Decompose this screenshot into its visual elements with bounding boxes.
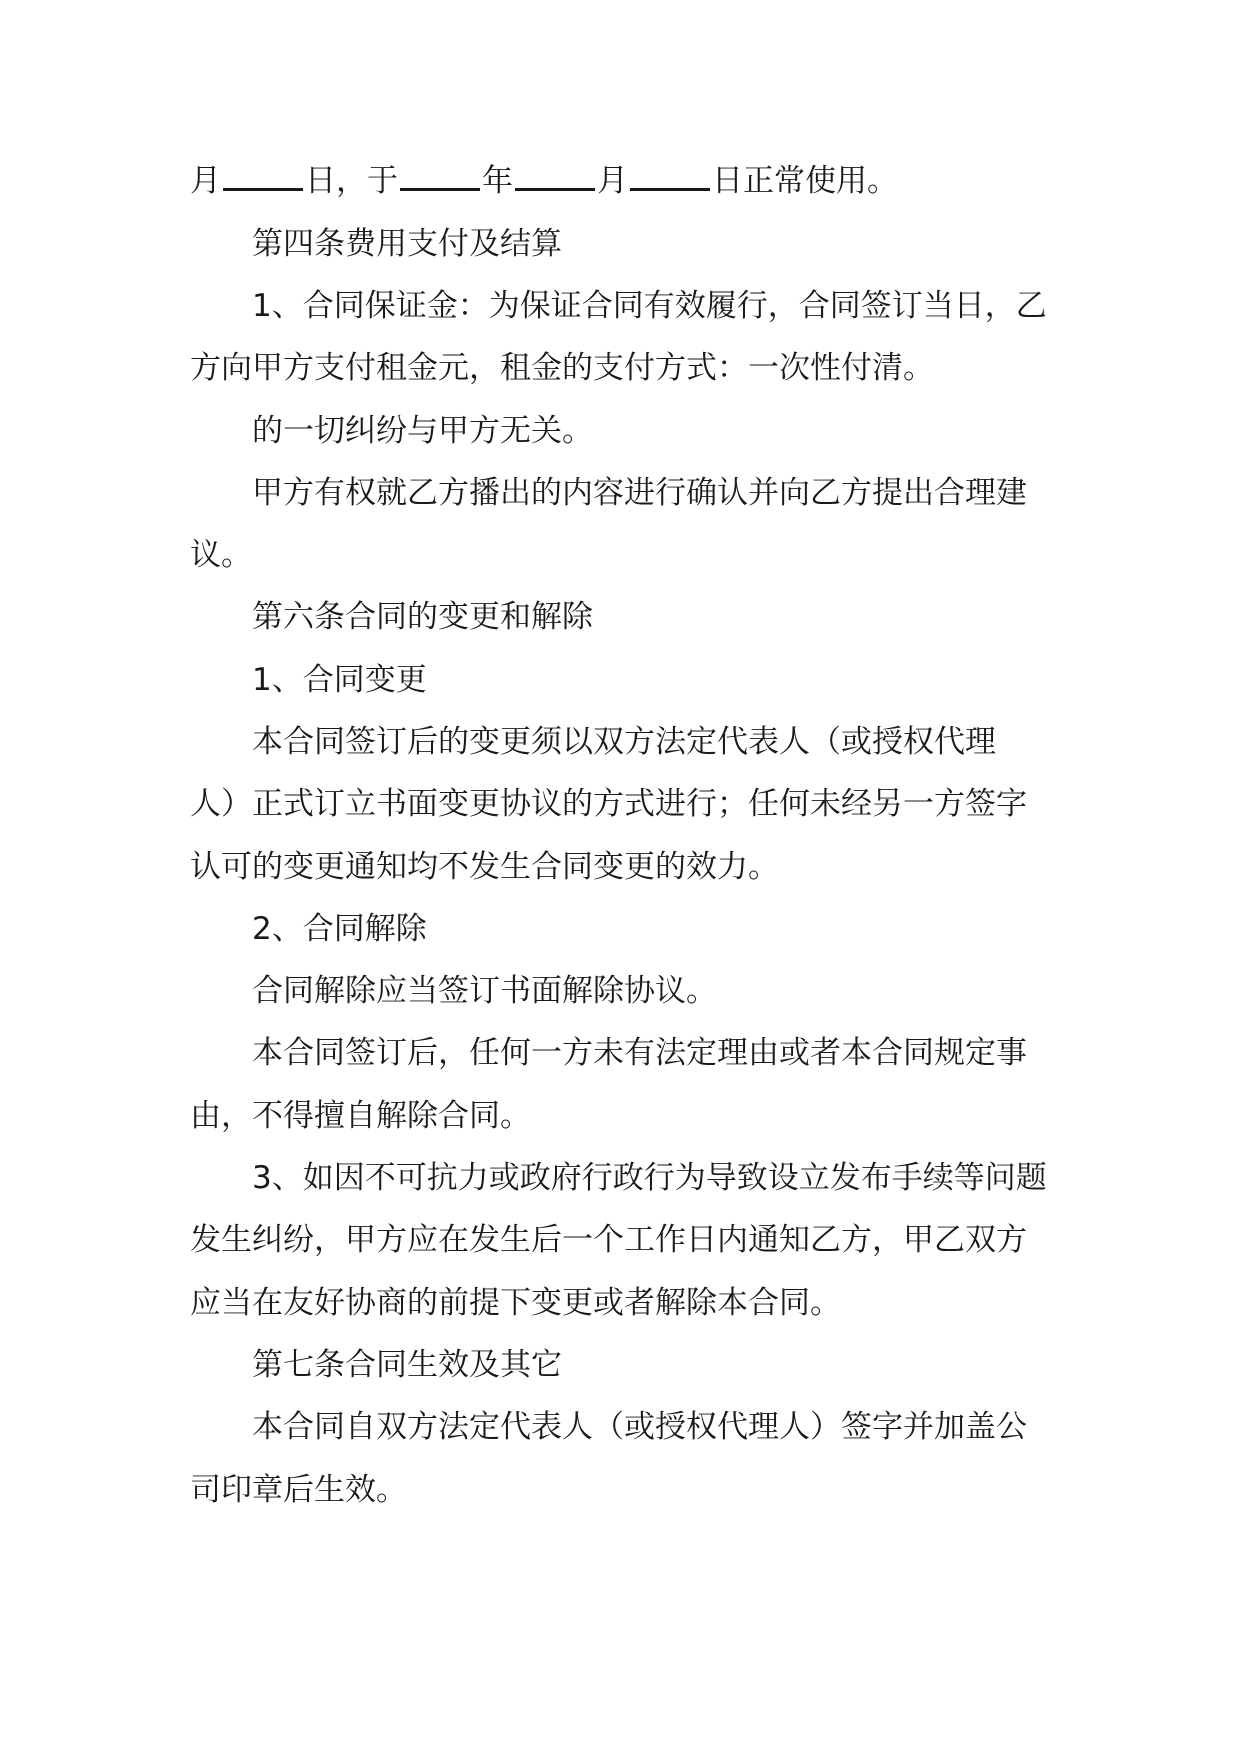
paragraph-deposit-line-1: 1、合同保证金：为保证合同有效履行，合同签订当日，乙 <box>252 288 1047 324</box>
article-7-heading: 第七条合同生效及其它 <box>252 1347 562 1383</box>
text-normal-use: 日正常使用。 <box>712 163 898 199</box>
subheading-contract-termination: 2、合同解除 <box>252 911 427 947</box>
year-blank <box>400 160 480 191</box>
subheading-contract-change: 1、合同变更 <box>252 662 427 698</box>
paragraph-force-majeure-line-3: 应当在友好协商的前提下变更或者解除本合同。 <box>190 1285 841 1321</box>
paragraph-effectiveness-line-2: 司印章后生效。 <box>190 1472 407 1508</box>
day-blank-2 <box>630 160 710 191</box>
paragraph-change-line-3: 认可的变更通知均不发生合同变更的效力。 <box>190 849 779 885</box>
paragraph-force-majeure-line-2: 发生纠纷，甲方应在发生后一个工作日内通知乙方，甲乙双方 <box>190 1222 1027 1258</box>
paragraph-change-line-1: 本合同签订后的变更须以双方法定代表人（或授权代理 <box>252 724 996 760</box>
paragraph-content-review-line-1: 甲方有权就乙方播出的内容进行确认并向乙方提出合理建 <box>252 475 1027 511</box>
paragraph-change-line-2: 人）正式订立书面变更协议的方式进行；任何未经另一方签字 <box>190 786 1027 822</box>
paragraph-termination-agreement: 合同解除应当签订书面解除协议。 <box>252 973 717 1009</box>
text-day-at: 日，于 <box>305 163 398 199</box>
article-4-heading: 第四条费用支付及结算 <box>252 226 562 262</box>
month-blank <box>515 160 595 191</box>
day-blank <box>223 160 303 191</box>
paragraph-deposit-line-2: 方向甲方支付租金元，租金的支付方式：一次性付清。 <box>190 350 934 386</box>
paragraph-no-unilateral-line-1: 本合同签订后，任何一方未有法定理由或者本合同规定事 <box>252 1035 1027 1071</box>
text-year: 年 <box>482 163 513 199</box>
paragraph-content-review-line-2: 议。 <box>190 537 252 573</box>
date-usage-line <box>190 158 1060 204</box>
article-6-heading: 第六条合同的变更和解除 <box>252 599 593 635</box>
text-month: 月 <box>190 163 221 199</box>
paragraph-disputes: 的一切纠纷与甲方无关。 <box>252 413 593 449</box>
text-month-2: 月 <box>597 163 628 199</box>
paragraph-force-majeure-line-1: 3、如因不可抗力或政府行政行为导致设立发布手续等问题 <box>252 1160 1047 1196</box>
paragraph-no-unilateral-line-2: 由，不得擅自解除合同。 <box>190 1098 531 1134</box>
paragraph-effectiveness-line-1: 本合同自双方法定代表人（或授权代理人）签字并加盖公 <box>252 1409 1027 1445</box>
